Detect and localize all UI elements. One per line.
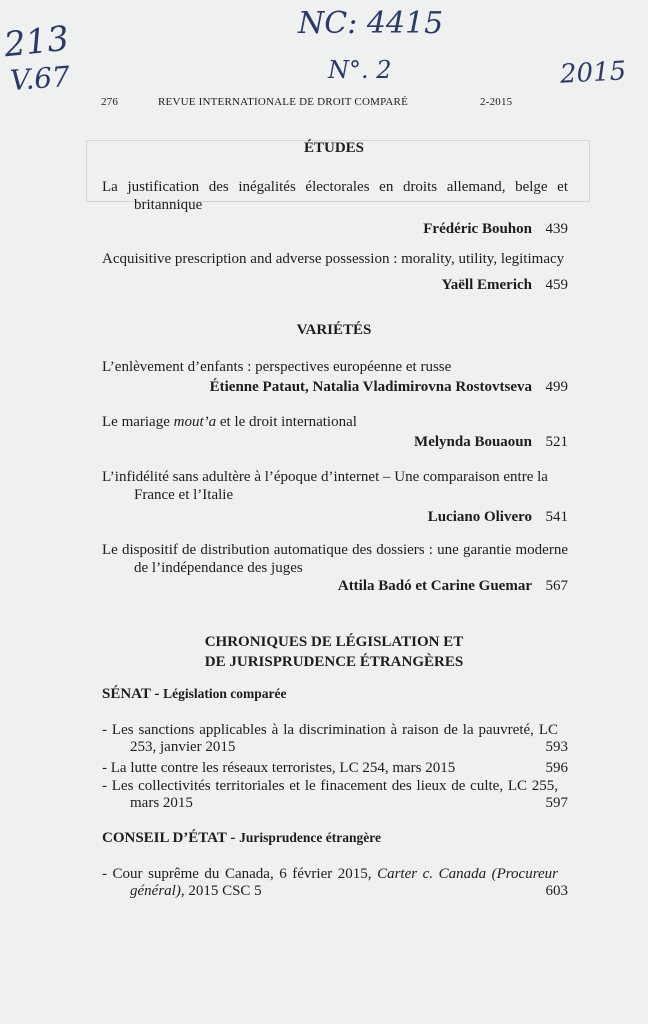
entry-author: Yaëll Emerich [441,277,532,293]
subsection-label: SÉNAT - [102,686,164,702]
entry-author: Attila Badó et Carine Guemar [337,578,532,594]
entry-page-number: 567 [545,578,568,594]
case-name-italic: Carter c. Canada (Procureur général) [130,866,558,899]
list-item-text: - La lutte contre les réseaux terroristes, LC 254, mars 2015 [102,760,456,776]
subsection-sublabel: Jurisprudence étrangère [239,830,381,845]
entry-title-part: et le droit international [216,414,357,430]
entry-title: L’enlèvement d’enfants : perspectives européenne et russe [102,359,452,375]
list-item-text [102,866,558,900]
entry-author-line [102,378,568,396]
list-item-text: - Les sanctions applicables à la discrimination à raison de la pauvreté, LC 253, janvier 2015 [102,722,558,755]
entry-title: Le dispositif de distribution automatique des dossiers : une garantie moderne de l’indépendance des juges [102,542,568,576]
entry-page-number: 521 [545,434,568,450]
handwritten-volume: V.67 [8,59,71,98]
entry-page-number: 499 [545,379,568,395]
list-item [102,866,568,900]
toc-entry [102,541,568,595]
entry-author-line [102,508,568,526]
entry-page-number: 459 [545,277,568,293]
list-item-page-number: 596 [545,760,568,776]
running-head-page-number: 276 [101,96,119,108]
toc-entry [102,468,568,526]
list-item [102,778,568,812]
entry-title: La justification des inégalités électorales en droits allemand, belge et britannique [102,179,568,213]
entry-title-part: Le mariage [102,414,174,430]
subsection-senat [102,686,287,703]
entry-author-line [102,433,568,451]
entry-author: Luciano Olivero [427,509,532,525]
entry-author-line [102,577,568,595]
entry-author: Étienne Pataut, Natalia Vladimirovna Rostovtseva [209,379,532,395]
toc-entry [102,250,568,294]
list-item [102,760,568,777]
toc-entry [102,413,568,451]
subsection-label: CONSEIL D’ÉTAT - [102,830,240,846]
chroniques-heading-line-1: CHRONIQUES DE LÉGISLATION ET [204,634,464,650]
entry-page-number: 541 [545,509,568,525]
chroniques-heading-line-2: DE JURISPRUDENCE ÉTRANGÈRES [204,654,464,670]
list-item-text: - Les collectivités territoriales et le finacement des lieux de culte, LC 255, mars 2015 [102,778,558,811]
section-heading-chroniques [100,632,568,672]
running-head-issue: 2-2015 [480,96,513,108]
section-heading-varietes: VARIÉTÉS [296,322,372,338]
list-item-page-number: 603 [545,883,568,899]
entry-title: Acquisitive prescription and adverse possession : morality, utility, legitimacy [102,251,565,267]
list-item-page-number: 597 [545,795,568,811]
entry-title-italic: mout’a [173,414,217,430]
entry-title: L’infidélité sans adultère à l’époque d’internet – Une comparaison entre la France et l’Italie [102,469,548,503]
entry-page-number: 439 [545,221,568,237]
entry-author: Frédéric Bouhon [423,221,532,237]
running-head-title: REVUE INTERNATIONALE DE DROIT COMPARÉ [158,96,409,108]
list-item-page-number: 593 [545,739,568,755]
handwritten-issue-number: N°. 2 [328,56,392,84]
toc-entry [102,358,568,396]
subsection-conseil-etat [102,830,381,847]
list-item-text-part: , 2015 CSC 5 [180,883,262,899]
section-heading-etudes: ÉTUDES [303,140,365,156]
entry-author-line [102,276,568,294]
entry-title [102,413,568,431]
entry-author: Melynda Bouaoun [414,434,532,450]
handwritten-nc-number: NC: 4415 [298,6,444,41]
entry-author-line [102,220,568,238]
list-item [102,722,568,756]
subsection-sublabel: Législation comparée [163,686,287,701]
handwritten-year: 2015 [559,56,627,90]
list-item-text-part: - Cour suprême du Canada, 6 février 2015, [102,866,378,882]
toc-entry [102,178,568,238]
handwritten-shelf-code: 213 [2,18,71,66]
